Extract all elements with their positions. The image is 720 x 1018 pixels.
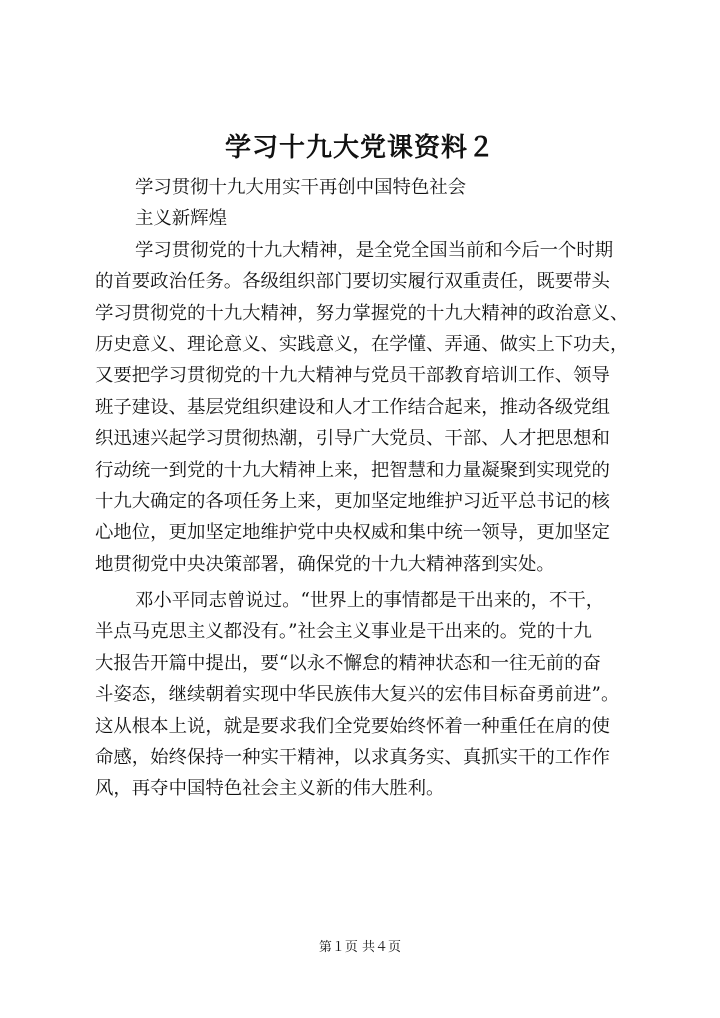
paragraph-line: 织迅速兴起学习贯彻热潮，引导广大党员、干部、人才把思想和 <box>95 428 610 450</box>
paragraph-line: 十九大确定的各项任务上来，更加坚定地维护习近平总书记的核 <box>95 490 610 512</box>
page-footer: 第１页 共４页 <box>318 940 402 955</box>
paragraph-line: 又要把学习贯彻党的十九大精神与党员干部教育培训工作、领导 <box>95 365 610 387</box>
paragraph-line: 大报告开篇中提出，要“以永不懈怠的精神状态和一往无前的奋 <box>95 652 601 674</box>
document-title: 学习十九大党课资料２ <box>224 133 495 163</box>
paragraph-line: 邓小平同志曾说过。“世界上的事情都是干出来的，不干， <box>135 590 605 612</box>
paragraph-1 <box>95 235 641 580</box>
paragraph-line: 历史意义、理论意义、实践意义，在学懂、弄通、做实上下功夫， <box>95 333 629 355</box>
subtitle-line-1: 学习贯彻十九大用实干再创中国特色社会 <box>135 177 467 198</box>
paragraph-line: 学习贯彻党的十九大精神，是全党全国当前和今后一个时期 <box>135 239 614 261</box>
paragraph-line: 这从根本上说，就是要求我们全党要始终怀着一种重任在肩的使 <box>95 715 610 737</box>
paragraph-line: 行动统一到党的十九大精神上来，把智慧和力量凝聚到实现党的 <box>95 459 610 481</box>
paragraph-line: 心地位，更加坚定地维护党中央权威和集中统一领导，更加坚定 <box>95 522 610 544</box>
document-body <box>95 172 641 805</box>
paragraph-line: 班子建设、基层党组织建设和人才工作结合起来，推动各级党组 <box>95 396 610 418</box>
paragraph-line: 半点马克思主义都没有。”社会主义事业是干出来的。党的十九 <box>95 621 592 643</box>
paragraph-line: 学习贯彻党的十九大精神，努力掌握党的十九大精神的政治意义、 <box>95 302 629 324</box>
paragraph-line: 命感，始终保持一种实干精神，以求真务实、真抓实干的工作作 <box>95 747 610 769</box>
paragraph-line: 的首要政治任务。各级组织部门要切实履行双重责任，既要带头 <box>95 271 610 293</box>
subtitle-line-2: 主义新辉煌 <box>135 208 227 230</box>
paragraph-line: 斗姿态，继续朝着实现中华民族伟大复兴的宏伟目标奋勇前进”。 <box>95 684 620 706</box>
paragraph-2 <box>95 585 641 805</box>
paragraph-line: 风，再夺中国特色社会主义新的伟大胜利。 <box>95 778 445 800</box>
paragraph-line: 地贯彻党中央决策部署，确保党的十九大精神落到实处。 <box>95 553 555 575</box>
